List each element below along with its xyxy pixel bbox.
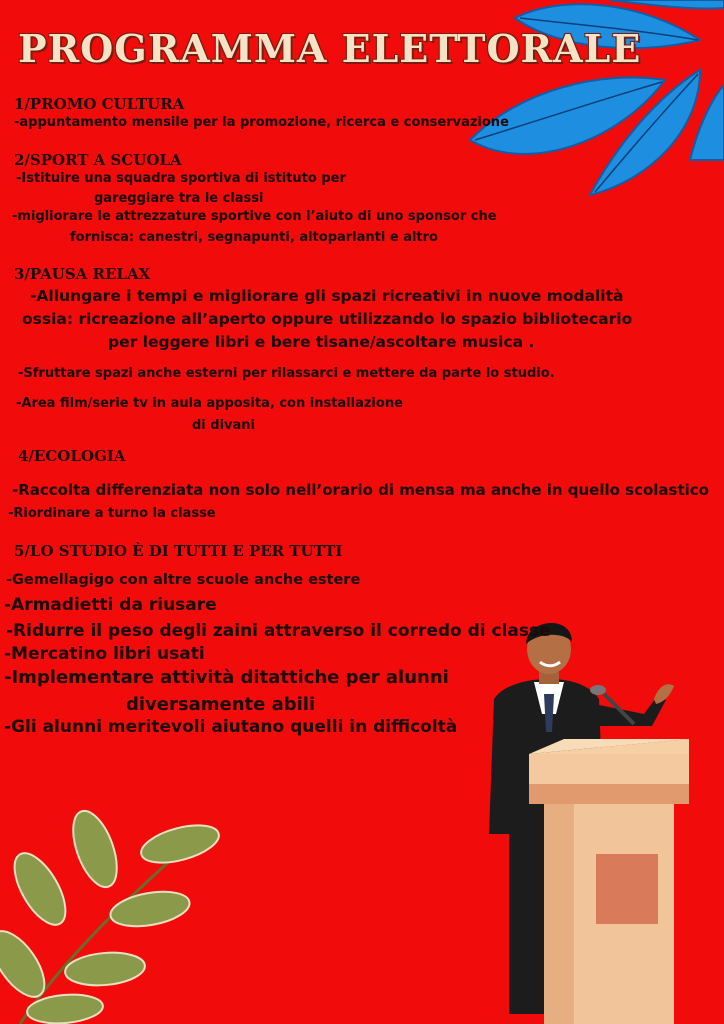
section-line: -migliorare le attrezzature sportive con l’aiuto di uno sponsor che	[12, 209, 497, 224]
section-heading-ecologia: 4/ECOLOGIA	[18, 447, 126, 465]
section-line: -Allungare i tempi e migliorare gli spazi ricreativi in nuove modalità	[30, 287, 624, 305]
section-line: -appuntamento mensile per la promozione, ricerca e conservazione	[14, 115, 509, 130]
section-line: di divani	[192, 418, 256, 433]
section-line: -Armadietti da riusare	[4, 595, 217, 615]
speaker-at-podium-illustration	[484, 604, 704, 1024]
section-line: ossia: ricreazione all’aperto oppure utilizzando lo spazio bibliotecario	[22, 310, 633, 328]
section-line: -Riordinare a turno la classe	[8, 506, 216, 521]
section-line: -Ridurre il peso degli zaini attraverso il corredo di classe	[6, 621, 551, 641]
section-line: -Gli alunni meritevoli aiutano quelli in difficoltà	[4, 717, 458, 737]
section-line: -Sfruttare spazi anche esterni per rilassarci e mettere da parte lo studio.	[18, 366, 555, 381]
section-line: -Mercatino libri usati	[4, 644, 205, 664]
section-line: -Area film/serie tv in aula apposita, con installazione	[16, 396, 403, 411]
section-heading-pausa-relax: 3/PAUSA RELAX	[14, 265, 151, 283]
section-heading-lo-studio: 5/LO STUDIO È DI TUTTI E PER TUTTI	[14, 542, 343, 560]
section-line: per leggere libri e bere tisane/ascoltare musica .	[108, 333, 535, 351]
section-heading-sport-a-scuola: 2/SPORT A SCUOLA	[14, 151, 182, 169]
section-line: diversamente abili	[126, 694, 316, 715]
section-line: -Implementare attività ditattiche per alunni	[4, 667, 449, 688]
section-line: fornisca: canestri, segnapunti, altoparlanti e altro	[70, 230, 438, 245]
section-heading-promo-cultura: 1/PROMO CULTURA	[14, 95, 185, 113]
page-title: PROGRAMMA ELETTORALE	[18, 26, 642, 71]
section-line: gareggiare tra le classi	[94, 191, 264, 206]
green-branch-icon	[0, 794, 230, 1024]
section-line: -Gemellagigo con altre scuole anche estere	[6, 572, 361, 588]
section-line: -Raccolta differenziata non solo nell’orario di mensa ma anche in quello scolastico	[12, 481, 709, 499]
section-line: -Istituire una squadra sportiva di istituto per	[16, 171, 346, 186]
